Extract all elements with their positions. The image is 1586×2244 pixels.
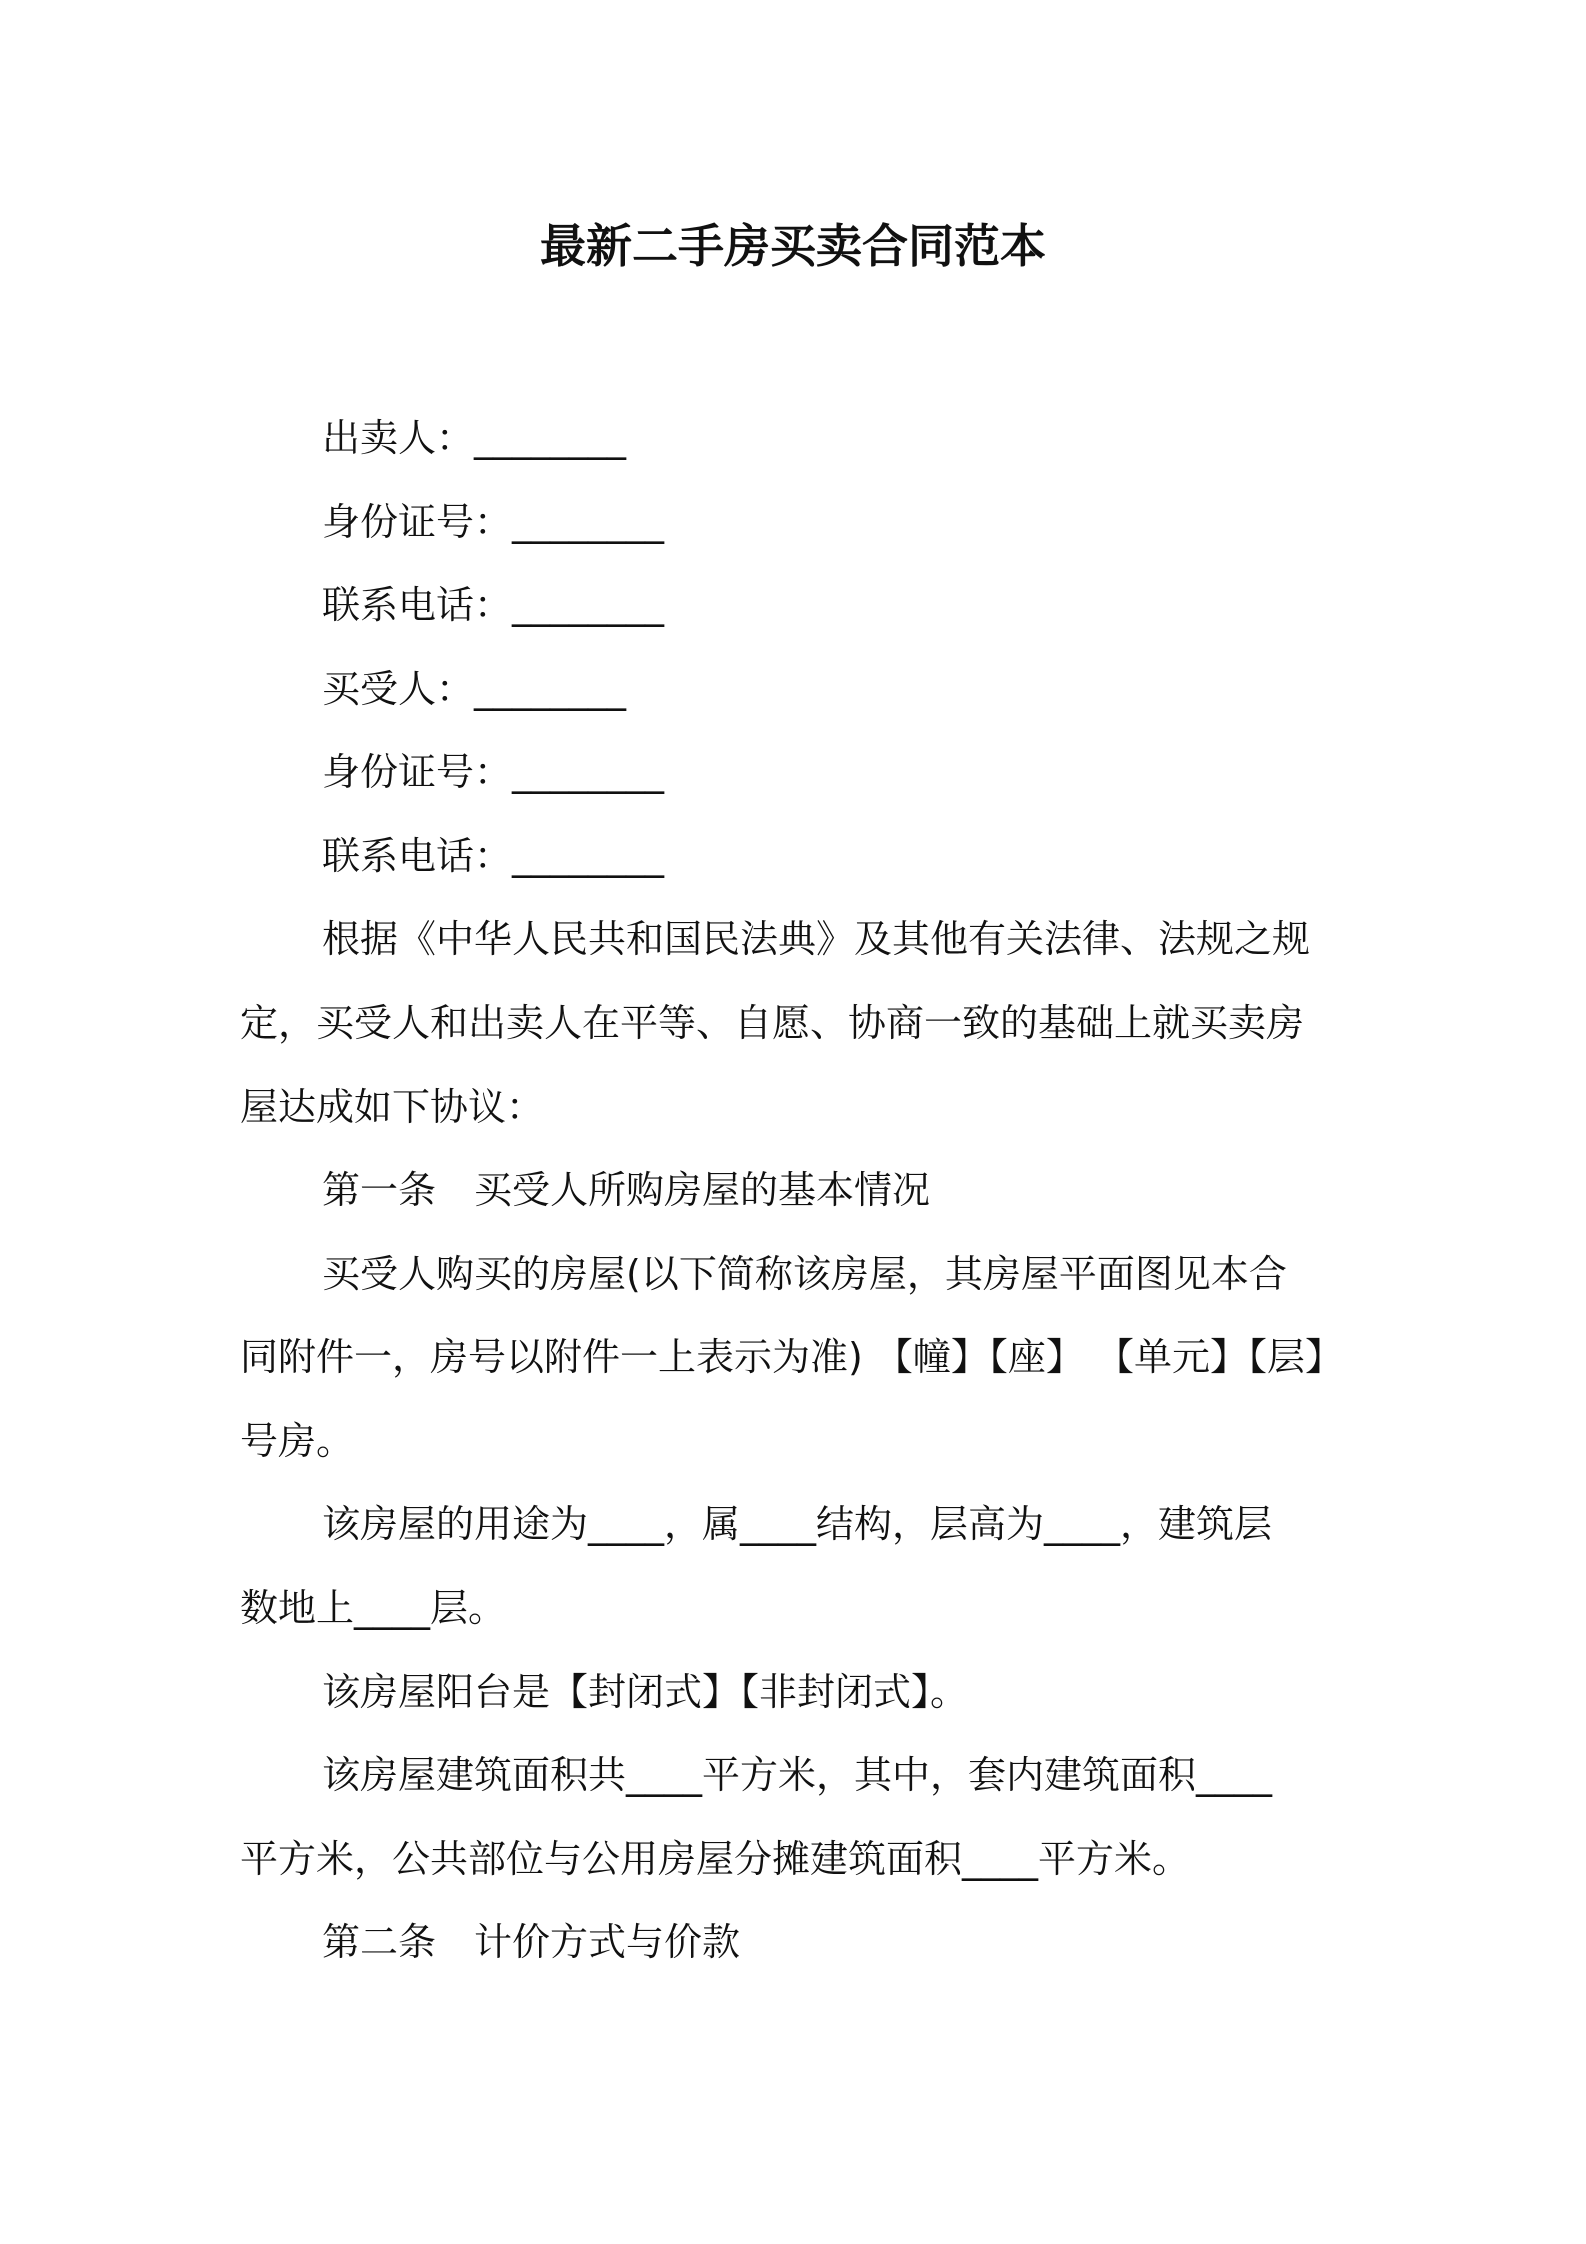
article-heading: 第一条 买受人所购房屋的基本情况 [322,1168,931,1212]
article-heading: 第二条 计价方式与价款 [322,1920,741,1964]
paragraph-line: 数地上____层。 [240,1586,507,1630]
seller-id-line: 身份证号：________ [322,500,665,544]
buyer-id-line: 身份证号：________ [322,750,665,794]
paragraph-line: 定，买受人和出卖人在平等、自愿、协商一致的基础上就买卖房 [240,1001,1305,1045]
seller-name-line: 出卖人：________ [322,416,627,460]
buyer-name-line: 买受人：________ [322,667,627,711]
paragraph-line: 根据《中华人民共和国民法典》及其他有关法律、法规之规 [322,917,1311,961]
paragraph-line: 该房屋阳台是【封闭式】【非封闭式】。 [322,1670,969,1714]
paragraph-line: 平方米，公共部位与公用房屋分摊建筑面积____平方米。 [240,1837,1191,1881]
buyer-phone-line: 联系电话：________ [322,834,665,878]
seller-phone-line: 联系电话：________ [322,583,665,627]
paragraph-line: 同附件一，房号以附件一上表示为准) 【幢】【座】 【单元】【层】 [240,1335,1343,1379]
paragraph-line: 号房。 [240,1419,355,1463]
document-title: 最新二手房买卖合同范本 [540,219,1046,273]
paragraph-line: 买受人购买的房屋(以下简称该房屋，其房屋平面图见本合 [322,1252,1287,1296]
paragraph-line: 该房屋的用途为____，属____结构，层高为____，建筑层 [322,1502,1273,1546]
paragraph-line: 屋达成如下协议： [240,1085,545,1129]
paragraph-line: 该房屋建筑面积共____平方米，其中，套内建筑面积____ [322,1753,1273,1797]
